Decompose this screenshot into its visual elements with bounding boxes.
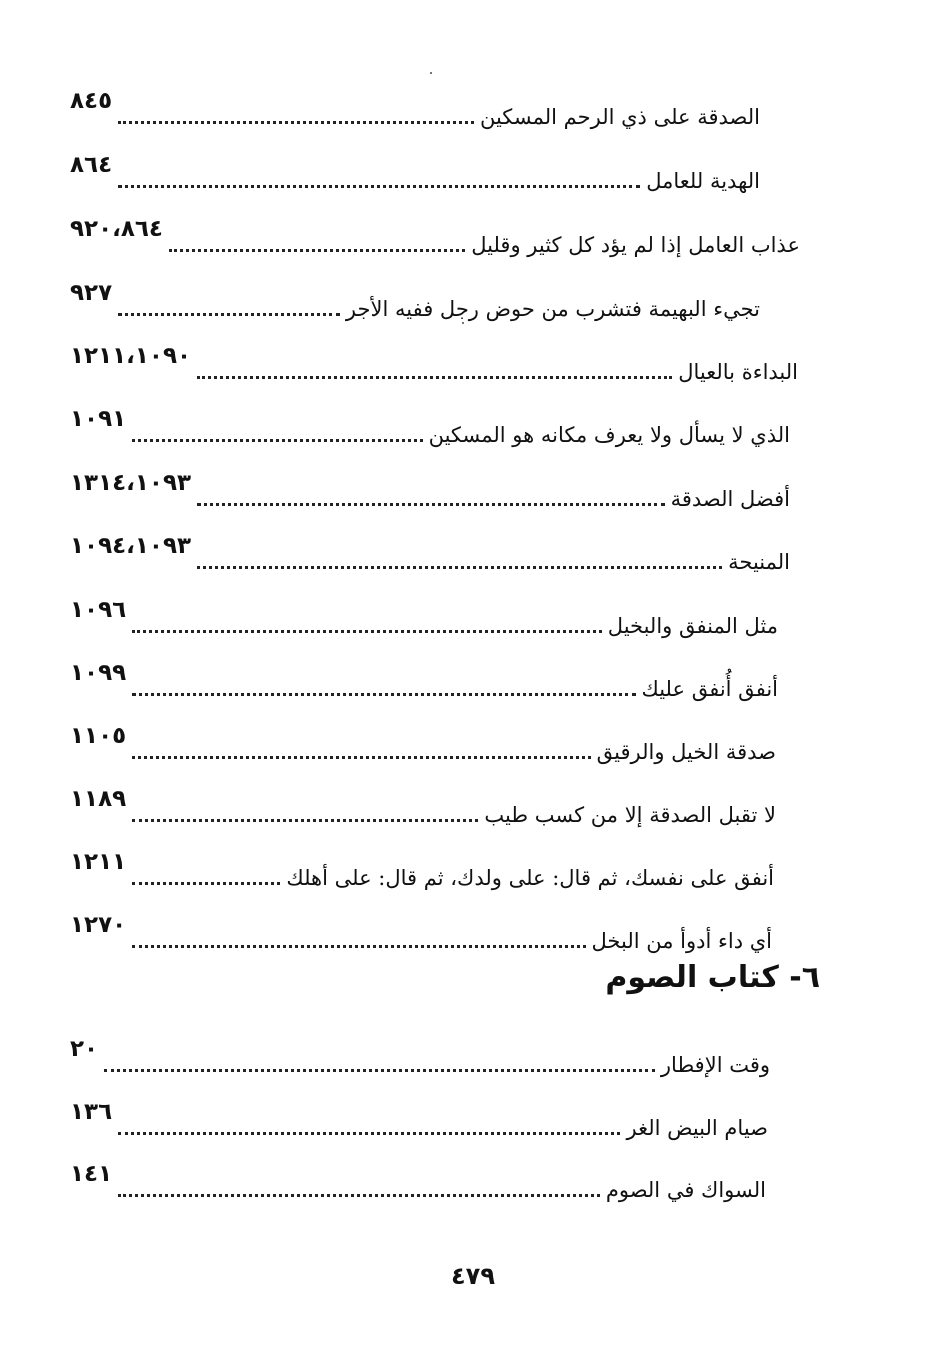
index-entry — [70, 1036, 770, 1080]
entry-pages: ١١٨٩ — [70, 786, 127, 812]
dot-leader — [118, 185, 640, 188]
index-entry — [70, 280, 760, 324]
dot-leader — [132, 945, 585, 948]
entry-title: المنيحة — [728, 550, 790, 574]
entry-title: لا تقبل الصدقة إلا من كسب طيب — [484, 803, 776, 827]
entry-pages: ٩٢٠،٨٦٤ — [70, 216, 163, 242]
entry-title: السواك في الصوم — [605, 1178, 766, 1202]
entry-pages: ٢٠ — [70, 1036, 99, 1062]
dot-leader — [132, 693, 635, 696]
entry-title: الصدقة على ذي الرحم المسكين — [479, 105, 760, 129]
dot-leader — [197, 376, 672, 379]
dot-leader — [197, 566, 722, 569]
index-entry — [70, 88, 760, 132]
entry-title: وقت الإفطار — [660, 1053, 770, 1077]
dot-leader — [132, 756, 590, 759]
entry-pages: ١٣١٤،١٠٩٣ — [70, 470, 192, 496]
entry-title: أفضل الصدقة — [670, 487, 790, 511]
entry-title: أي داء أدوأ من البخل — [591, 929, 772, 953]
entry-pages: ١٢١١ — [70, 849, 127, 875]
scan-speck — [430, 72, 432, 74]
dot-leader — [132, 882, 280, 885]
entry-title: تجيء البهيمة فتشرب من حوض رجل ففيه الأجر — [345, 297, 760, 321]
dot-leader — [132, 439, 422, 442]
dot-leader — [118, 1132, 620, 1135]
index-entry — [70, 470, 790, 514]
dot-leader — [118, 1194, 600, 1197]
dot-leader — [104, 1069, 655, 1072]
entry-pages: ١٢٧٠ — [70, 912, 127, 938]
page-number: ٤٧٩ — [451, 1262, 495, 1290]
entry-pages: ٨٤٥ — [70, 88, 113, 114]
entry-pages: ٨٦٤ — [70, 152, 113, 178]
entry-pages: ١٠٩١ — [70, 406, 127, 432]
entry-pages: ١٠٩٩ — [70, 660, 127, 686]
index-entry — [70, 912, 772, 956]
entry-title: مثل المنفق والبخيل — [607, 614, 778, 638]
index-entry — [70, 597, 778, 641]
entry-pages: ١٤١ — [70, 1161, 113, 1187]
entry-pages: ١٢١١،١٠٩٠ — [70, 343, 192, 369]
entry-title: صيام البيض الغر — [626, 1116, 768, 1140]
entry-pages: ١٠٩٤،١٠٩٣ — [70, 533, 192, 559]
entry-title: البداءة بالعيال — [678, 360, 798, 384]
entry-title: الذي لا يسأل ولا يعرف مكانه هو المسكين — [428, 423, 790, 447]
entry-title: أنفق أُنفق عليك — [641, 677, 778, 701]
dot-leader — [118, 313, 340, 316]
entry-title: أنفق على نفسك، ثم قال: على ولدك، ثم قال: على أهلك — [286, 866, 774, 890]
index-entry — [70, 660, 778, 704]
dot-leader — [132, 819, 478, 822]
section-heading: ٦- كتاب الصوم — [605, 960, 820, 995]
index-entry — [70, 849, 774, 893]
dot-leader — [197, 503, 665, 506]
index-entry — [70, 723, 776, 767]
dot-leader — [118, 121, 474, 124]
index-entry — [70, 533, 790, 577]
index-entry — [70, 216, 800, 260]
index-entry — [70, 1099, 768, 1143]
dot-leader — [132, 630, 602, 633]
entry-pages: ١١٠٥ — [70, 723, 127, 749]
entry-pages: ٩٢٧ — [70, 280, 113, 306]
entry-title: صدقة الخيل والرقيق — [596, 740, 776, 764]
dot-leader — [169, 249, 465, 252]
index-entry — [70, 786, 776, 830]
index-entry — [70, 343, 798, 387]
entry-pages: ١٠٩٦ — [70, 597, 127, 623]
index-entry — [70, 406, 790, 450]
entry-pages: ١٣٦ — [70, 1099, 113, 1125]
entry-title: الهدية للعامل — [646, 169, 760, 193]
index-entry — [70, 152, 760, 196]
entry-title: عذاب العامل إذا لم يؤد كل كثير وقليل — [471, 233, 800, 257]
index-entry — [70, 1161, 766, 1205]
